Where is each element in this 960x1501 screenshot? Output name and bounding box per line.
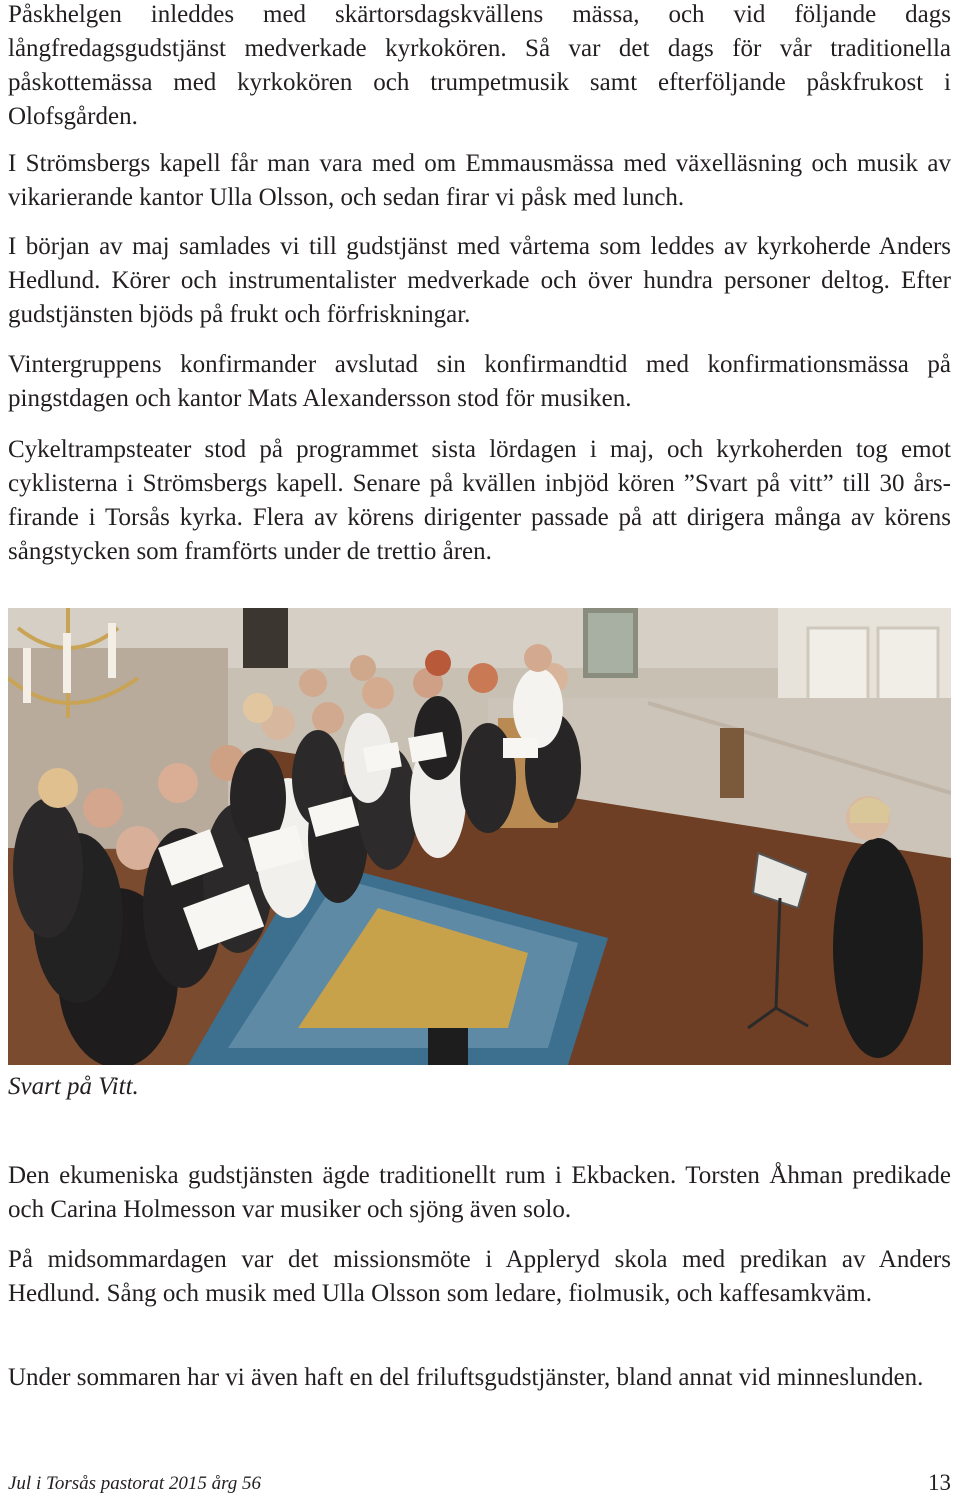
paragraph-easter: Påskhelgen inleddes med skärtorsdagskvällens mässa, och vid följande dags långfredagsgudstjänst medverkade kyrkokören. Så var det dags för vår traditionella påskottemässa med kyrkokören och trumpetmusik samt efterföljande påskfrukost i Olofsgården. [8, 1, 951, 130]
paragraph-ecumenical-service: Den ekumeniska gudstjänsten ägde traditionellt rum i Ekbacken. Torsten Åhman predikade och Carina Holmesson var musiker och sjöng även solo. [8, 1162, 951, 1223]
paragraph-confirmation: Vintergruppens konfirmander avslutad sin konfirmandtid med konfirmationsmässa på pingstdagen och kantor Mats Alexandersson stod för musiken. [8, 351, 951, 412]
paragraph-may-service: I början av maj samlades vi till gudstjänst med vårtema som leddes av kyrkoherde Anders Hedlund. Körer och instrumentalister medverkade och över hundra personer deltog. Efter gudstjänsten bjöds på frukt och förfriskningar. [8, 233, 951, 328]
paragraph-midsummer: På midsommardagen var det missionsmöte i Appleryd skola med predikan av Anders Hedlund. Sång och musik med Ulla Olsson som ledare, fiolmusik, och kaffesamkväm. [8, 1246, 951, 1307]
choir-photo [8, 608, 951, 1065]
paragraph-summer-services: Under sommaren har vi även haft en del friluftsgudstjänster, bland annat vid minneslunden. [8, 1364, 924, 1391]
footer-publication: Jul i Torsås pastorat 2015 årg 56 [8, 1473, 262, 1494]
photo-caption: Svart på Vitt. [8, 1073, 139, 1100]
paragraph-stromsberg-chapel: I Strömsbergs kapell får man vara med om Emmausmässa med växelläsning och musik av vikarierande kantor Ulla Olsson, och sedan firar vi påsk med lunch. [8, 150, 951, 211]
page-number: 13 [928, 1470, 951, 1495]
document-page [8, 0, 951, 1501]
paragraph-cycling-theatre: Cykeltrampsteater stod på programmet sista lördagen i maj, och kyrkoherden tog emot cyklisterna i Strömsbergs kapell. Senare på kvällen inbjöd kören ”Svart på vitt” till 30 års- firande i Torsås kyrka. Flera av körens dirigenter passade på att dirigera många av körens sångstycken som framförts under de trettio åren. [8, 436, 951, 565]
